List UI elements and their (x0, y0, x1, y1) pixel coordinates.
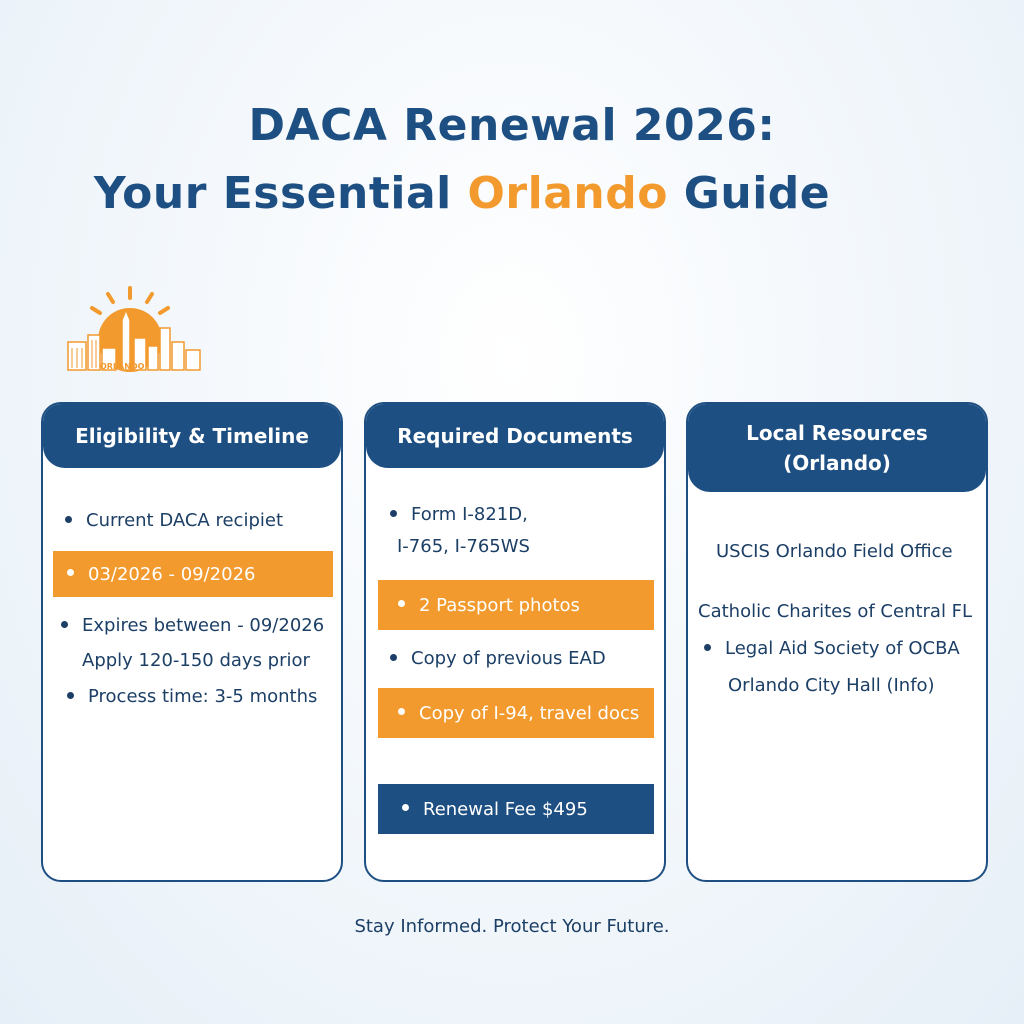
documents-card-header: Required Documents (366, 404, 664, 468)
title-prefix: Your Essential (93, 168, 468, 219)
title-suffix: Guide (667, 168, 831, 219)
title-line-2 (0, 168, 974, 219)
bullet-icon (398, 600, 405, 607)
eligibility-card-header: Eligibility & Timeline (43, 404, 341, 468)
highlight-passport-photos: 2 Passport photos (378, 580, 654, 630)
resource-item: Orlando City Hall (Info) (728, 675, 935, 696)
title-city: Orlando (467, 168, 668, 219)
eligibility-card (41, 402, 343, 882)
bullet-icon (390, 654, 397, 661)
local-resources-card (686, 402, 988, 882)
title-line-1: DACA Renewal 2026: (248, 100, 776, 151)
header-line-2: (Orlando) (783, 451, 891, 475)
list-item: Process time: 3-5 months (67, 680, 317, 714)
bullet-icon (67, 692, 74, 699)
bullet-icon (390, 510, 397, 517)
logo-text: ORLANDO (100, 362, 145, 371)
footer-tagline: Stay Informed. Protect Your Future. (354, 916, 670, 937)
bullet-icon (398, 708, 405, 715)
resource-item: USCIS Orlando Field Office (716, 541, 953, 562)
bullet-icon (402, 804, 409, 811)
header-line-1: Local Resources (746, 421, 928, 445)
list-item: Apply 120-150 days prior (82, 650, 310, 671)
resource-item: Legal Aid Society of OCBA (704, 632, 960, 666)
highlight-date-range: 03/2026 - 09/2026 (53, 551, 333, 597)
list-item: I-765, I-765WS (397, 536, 530, 557)
list-item: Copy of previous EAD (390, 642, 606, 676)
orlando-skyline-sun-icon (60, 280, 210, 380)
bullet-icon (704, 644, 711, 651)
renewal-fee-bar: Renewal Fee $495 (378, 784, 654, 834)
list-item: Expires between - 09/2026 (61, 609, 324, 643)
bullet-icon (61, 621, 68, 628)
highlight-i94-docs: Copy of I-94, travel docs (378, 688, 654, 738)
list-item: Form I-821D, (390, 498, 528, 532)
bullet-icon (67, 569, 74, 576)
local-resources-card-header (688, 404, 986, 492)
list-item: Current DACA recipiet (65, 504, 283, 538)
documents-card (364, 402, 666, 882)
bullet-icon (65, 516, 72, 523)
resource-item: Catholic Charites of Central FL (698, 601, 973, 622)
